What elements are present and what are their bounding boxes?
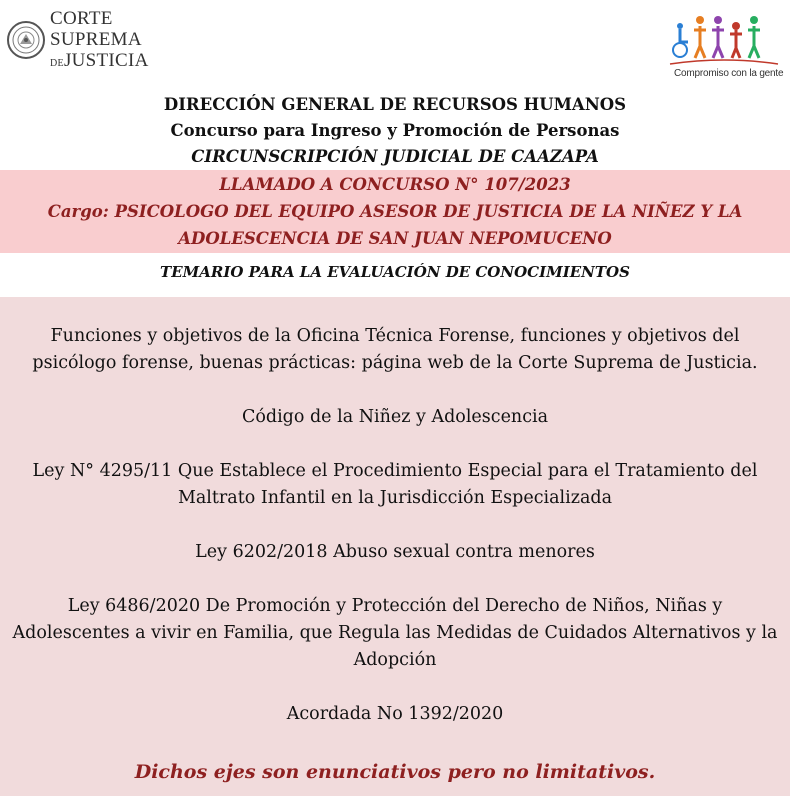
- brand-line-1: CORTE: [50, 8, 113, 29]
- topic-line: Funciones y objetivos de la Oficina Técnica Forense, funciones y objetivos del: [50, 326, 740, 346]
- topic-line: Maltrato Infantil en la Jurisdicción Especializada: [177, 488, 613, 508]
- title-direccion: DIRECCIÓN GENERAL DE RECURSOS HUMANOS: [163, 95, 627, 114]
- corte-suprema-logo: [6, 4, 149, 76]
- topic-item: [0, 458, 790, 512]
- document-titles: [0, 92, 790, 170]
- topic-line: Código de la Niñez y Adolescencia: [241, 407, 549, 427]
- seal-icon: [6, 6, 46, 70]
- topic-item: [0, 323, 790, 377]
- title-circunscripcion: CIRCUNSCRIPCIÓN JUDICIAL DE CAAZAPA: [191, 147, 599, 166]
- topic-line: Adolescentes a vivir en Familia, que Regula las Medidas de Cuidados Alternativos y la: [12, 623, 778, 643]
- logo-tagline: Compromiso con la gente: [674, 68, 784, 79]
- topic-item: [0, 701, 790, 728]
- temario-heading: TEMARIO PARA LA EVALUACIÓN DE CONOCIMIENTOS: [160, 263, 630, 281]
- topic-line: Ley 6486/2020 De Promoción y Protección del Derecho de Niños, Niñas y: [67, 596, 723, 616]
- brand-line-3: DE: [50, 58, 64, 69]
- topic-item: [0, 539, 790, 566]
- topic-line: Ley N° 4295/11 Que Establece el Procedimiento Especial para el Tratamiento del: [32, 461, 758, 481]
- call-position-line-1: Cargo: PSICOLOGO DEL EQUIPO ASESOR DE JUSTICIA DE LA NIÑEZ Y LA: [47, 202, 743, 221]
- page-header: [0, 0, 790, 92]
- closing-note: Dichos ejes son enunciativos pero no limitativos.: [134, 761, 656, 783]
- topic-item: [0, 593, 790, 674]
- brand-line-4: JUSTICIA: [63, 50, 149, 71]
- topic-line: psicólogo forense, buenas prácticas: página web de la Corte Suprema de Justicia.: [32, 353, 758, 373]
- compromiso-logo: [668, 12, 784, 82]
- title-concurso: Concurso para Ingreso y Promoción de Personas: [170, 121, 620, 140]
- call-band: [0, 170, 790, 253]
- call-number: LLAMADO A CONCURSO N° 107/2023: [219, 175, 571, 194]
- brand-line-2: SUPREMA: [50, 29, 142, 50]
- topic-line: Adopción: [353, 650, 437, 670]
- call-position-line-2: ADOLESCENCIA DE SAN JUAN NEPOMUCENO: [178, 229, 612, 248]
- topic-item: [0, 404, 790, 431]
- people-figures-icon: [668, 12, 780, 68]
- topic-line: Ley 6202/2018 Abuso sexual contra menores: [195, 542, 595, 562]
- topic-line: Acordada No 1392/2020: [286, 704, 504, 724]
- topics-section: [0, 297, 790, 796]
